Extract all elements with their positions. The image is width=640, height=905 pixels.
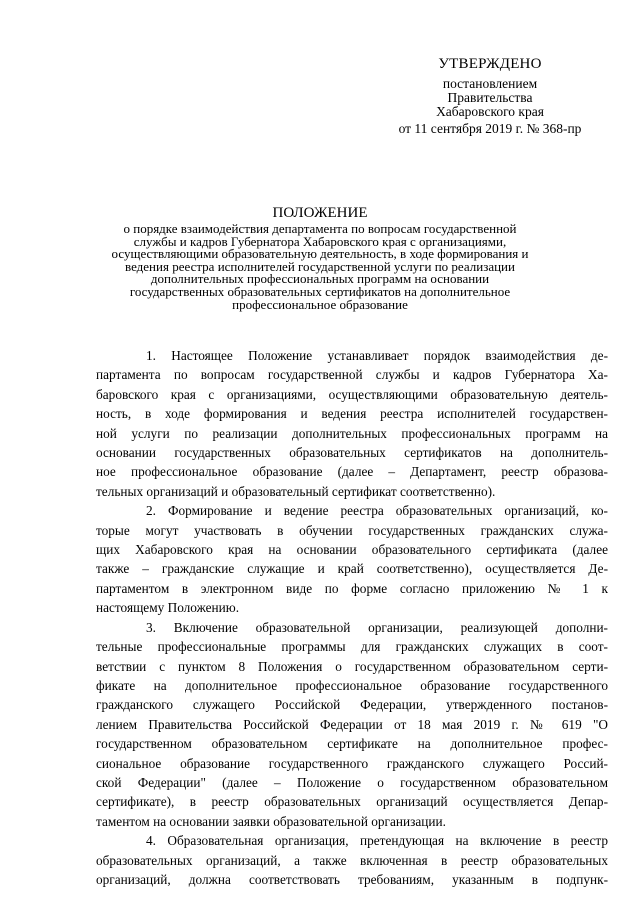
paragraph-line: щих Хабаровского края на основании образовательного сертификата (далее [96,542,608,558]
subtitle-line: профессиональное образование [232,296,408,312]
paragraph-line: лением Правительства Российской Федерации от 18 мая 2019 г. № 619 "О [96,716,608,732]
paragraph-line: гражданского служащего Российской Федерации, утвержденного постанов- [96,697,608,713]
paragraph-line: образовательных организаций, а также включенная в реестр образовательных [96,852,608,868]
paragraph-line: фикате на дополнительное профессиональное образование государственного [96,677,608,693]
paragraph-2 [96,501,608,617]
subtitle-line: ведения реестра исполнителей государственной услуги по реализации [125,258,515,274]
paragraph-3 [96,618,608,831]
paragraph-line: основании государственных образовательных сертификатов на дополнитель- [96,445,608,461]
paragraph-line: ное профессиональное образование (далее – Департамент, реестр образова- [96,464,608,480]
subtitle-line: о порядке взаимодействия департамента по вопросам государственной [123,221,517,236]
approval-line-3: Хабаровского края [436,104,544,119]
document-title-block [95,205,545,311]
paragraph-line: государственном образовательном сертификате на дополнительное профес- [96,736,608,752]
subtitle-line: осуществляющими образовательную деятельность, в ходе формирования и [111,246,529,262]
paragraph-line: ной услуги по реализации дополнительных профессиональных программ на [96,425,608,441]
paragraph-line: организаций, должна соответствовать требованиям, указанным в подпунк- [96,871,608,887]
subtitle-line: дополнительных профессиональных программ на основании [150,271,490,287]
paragraph-line: сиональное образование государственного гражданского служащего Россий- [96,755,608,771]
paragraph-line: сертификате), в реестр образовательных организаций осуществляется Депар- [96,794,608,810]
paragraph-4 [96,831,608,889]
paragraph-line: 1. Настоящее Положение устанавливает порядок взаимодействия де- [146,348,608,363]
paragraph-line: баровского края с организациями, осуществляющими образовательную деятель- [96,386,608,402]
document-subtitle [95,223,545,311]
subtitle-line: государственных образовательных сертификатов на дополнительное [129,283,511,299]
approval-line-4: от 11 сентября 2019 г. № 368-пр [398,121,582,136]
approval-block [370,57,610,136]
paragraph-line: партамента по вопросам государственной службы и кадров Губернатора Ха- [96,367,608,383]
paragraph-line: ской Федерации" (далее – Положение о государственном образовательном [96,774,608,790]
paragraph-line: 3. Включение образовательной организации, реализующей дополни- [146,619,608,635]
document-body [96,346,608,889]
approval-line-1: постановлением [442,76,538,91]
paragraph-line: настоящему Положению. [96,600,240,616]
approval-line-2: Правительства [447,90,533,105]
paragraph-line: тельных организаций и образовательный сертификат соответственно). [96,483,496,499]
paragraph-line: ветствии с пунктом 8 Положения о государственном образовательном серти- [96,658,608,674]
paragraph-line: также – гражданские служащие и край соответственно), осуществляется Де- [96,561,608,577]
document-title: ПОЛОЖЕНИЕ [272,205,368,221]
paragraph-line: 4. Образовательная организация, претендующая на включение в реестр [146,833,608,849]
paragraph-line: ность, в ходе формирования и ведения реестра исполнителей государствен- [96,406,608,422]
paragraph-line: таментом на основании заявки образовательной организации. [96,813,446,829]
approval-stamp: УТВЕРЖДЕНО [438,56,542,72]
paragraph-line: тельные профессиональные программы для гражданских служащих в соот- [96,639,608,655]
subtitle-line: службы и кадров Губернатора Хабаровского края с организациями, [133,233,507,249]
paragraph-line: 2. Формирование и ведение реестра образовательных организаций, ко- [146,503,608,519]
paragraph-1 [96,346,608,501]
paragraph-line: торые могут участвовать в обучении государственных гражданских служа- [96,522,608,538]
paragraph-line: партаментом в электронном виде по форме согласно приложению № 1 к [96,580,608,596]
